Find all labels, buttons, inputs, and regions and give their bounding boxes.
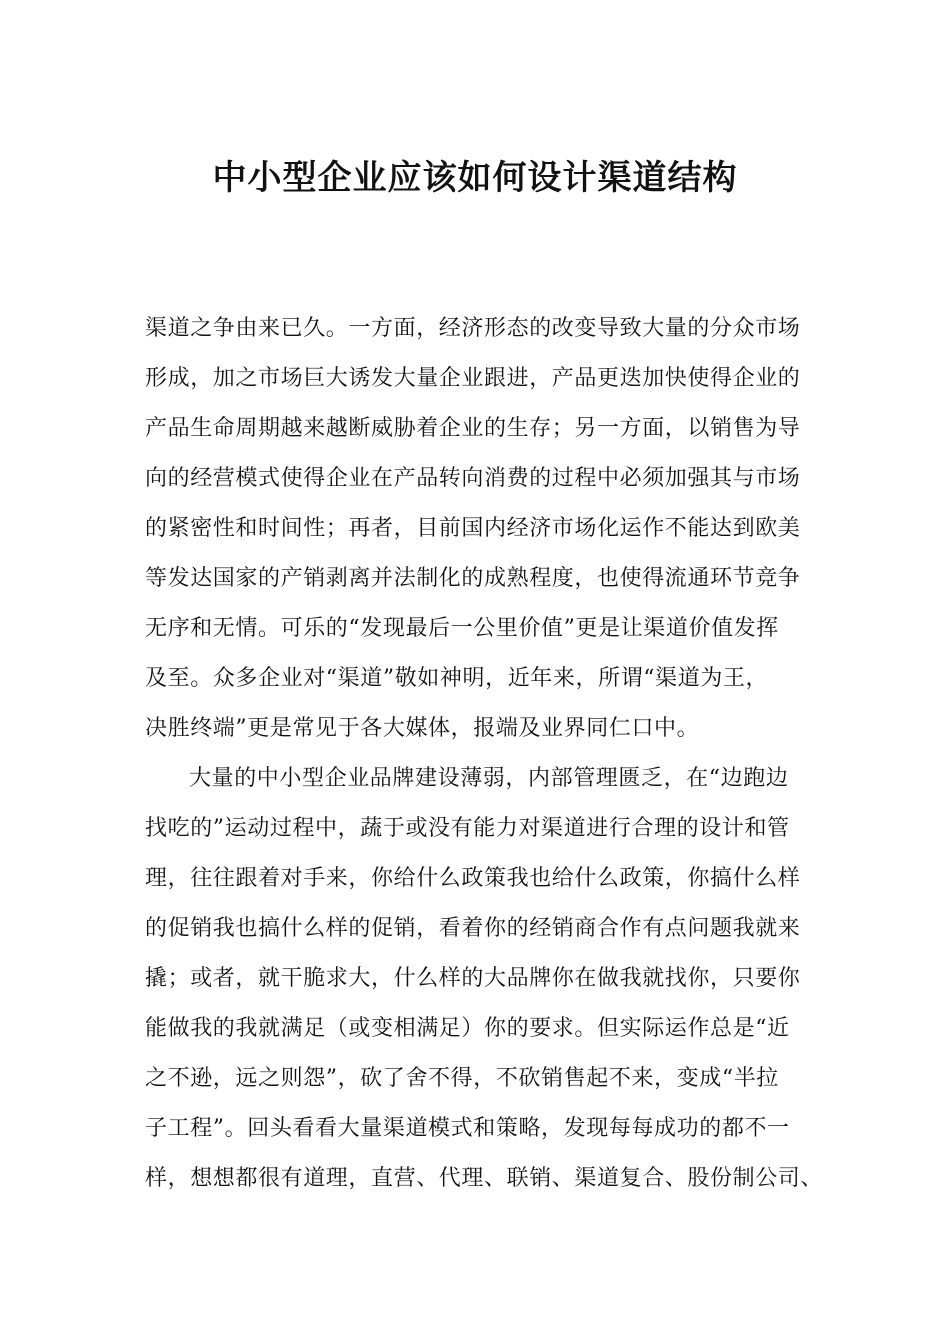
paragraph-line: 的紧密性和时间性；再者，目前国内经济市场化运作不能达到欧美 xyxy=(145,516,801,541)
document-body xyxy=(145,304,825,1204)
paragraph-line: 理，往往跟着对手来，你给什么政策我也给什么政策，你搞什么样 xyxy=(145,866,801,891)
document-title: 中小型企业应该如何设计渠道结构 xyxy=(212,158,738,198)
paragraph-line: 向的经营模式使得企业在产品转向消费的过程中必须加强其与市场 xyxy=(145,466,801,491)
paragraph-line: 的促销我也搞什么样的促销，看着你的经销商合作有点问题我就来 xyxy=(145,916,801,941)
paragraph-line: 渠道之争由来已久。一方面，经济形态的改变导致大量的分众市场 xyxy=(145,316,801,341)
paragraph-line: 无序和无情。可乐的“发现最后一公里价值”更是让渠道价值发挥 xyxy=(145,616,779,641)
paragraph-line: 找吃的”运动过程中，蔬于或没有能力对渠道进行合理的设计和管 xyxy=(145,816,790,841)
paragraph-line: 能做我的我就满足（或变相满足）你的要求。但实际运作总是“近 xyxy=(145,1016,790,1041)
paragraph-line: 大量的中小型企业品牌建设薄弱，内部管理匮乏，在“边跑边 xyxy=(189,766,789,791)
paragraph-line: 产品生命周期越来越断威胁着企业的生存；另一方面，以销售为导 xyxy=(145,416,801,441)
paragraph-line: 之不逊，远之则怨”，砍了舍不得，不砍销售起不来，变成“半拉 xyxy=(145,1066,779,1091)
paragraph-line: 样，想想都很有道理，直营、代理、联销、渠道复合、股份制公司、 xyxy=(145,1166,824,1191)
paragraph-1 xyxy=(145,304,825,754)
paragraph-line: 决胜终端”更是常见于各大媒体，报端及业界同仁口中。 xyxy=(145,716,700,741)
paragraph-line: 形成，加之市场巨大诱发大量企业跟进，产品更迭加快使得企业的 xyxy=(145,366,801,391)
paragraph-line: 等发达国家的产销剥离并法制化的成熟程度，也使得流通环节竞争 xyxy=(145,566,801,591)
paragraph-line: 子工程”。回头看看大量渠道模式和策略，发现每每成功的都不一 xyxy=(145,1116,790,1141)
paragraph-line: 撬；或者，就干脆求大，什么样的大品牌你在做我就找你，只要你 xyxy=(145,966,801,991)
paragraph-2 xyxy=(145,754,825,1204)
paragraph-line: 及至。众多企业对“渠道”敬如神明，近年来，所谓“渠道为王， xyxy=(145,666,769,691)
